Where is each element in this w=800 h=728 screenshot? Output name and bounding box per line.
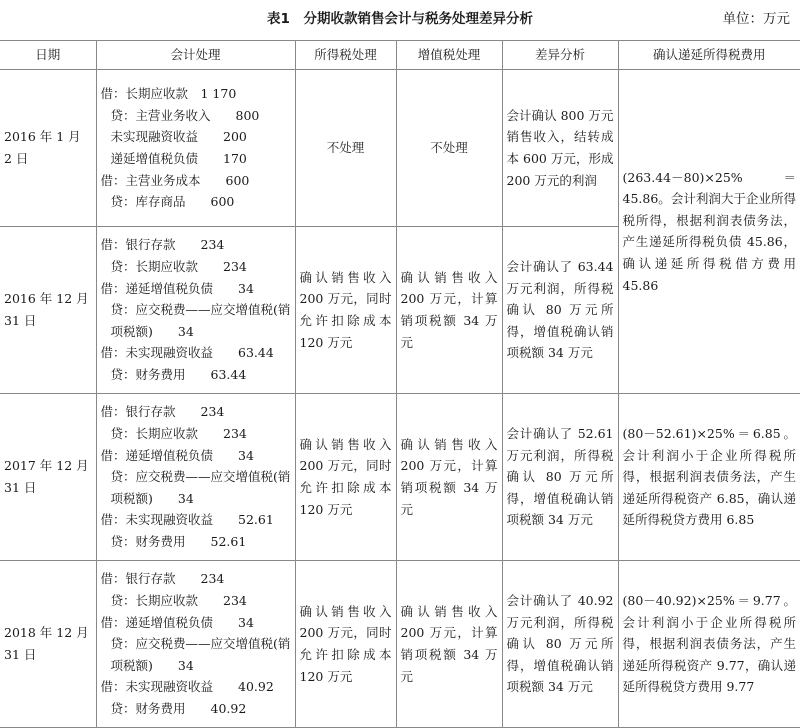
deferred-tax-cell: (80－40.92)×25%＝9.77。会计利润小于企业所得税所得，根据利润表债务法，产生递延所得税资产 9.77，确认递延所得税贷方费用 9.77 (618, 560, 800, 727)
header-accounting: 会计处理 (96, 41, 295, 70)
income-tax-cell: 不处理 (295, 70, 396, 227)
income-tax-cell: 确认销售收入 200 万元，同时允许扣除成本 120 万元 (295, 560, 396, 727)
journal-entry: 贷：财务费用 40.92 (110, 700, 247, 716)
difference-analysis-table (0, 40, 800, 728)
journal-entry: 借：银行存款 234 (100, 237, 225, 253)
journal-entry: 借：未实现融资收益 52.61 (100, 512, 274, 528)
vat-cell: 确认销售收入 200 万元，计算销项税额 34 万元 (396, 560, 502, 727)
journal-entry: 贷：长期应收款 234 (110, 258, 247, 274)
header-income-tax: 所得税处理 (295, 41, 396, 70)
journal-entry: 未实现融资收益 200 (110, 129, 247, 145)
journal-entry: 贷：应交税费——应交增值税(销项税额) 34 (110, 636, 291, 673)
journal-entry: 借：未实现融资收益 63.44 (100, 345, 274, 361)
income-tax-cell: 确认销售收入 200 万元，同时允许扣除成本 120 万元 (295, 393, 396, 560)
date-cell: 2016 年 12 月 31 日 (0, 226, 96, 393)
accounting-cell (96, 560, 295, 727)
accounting-cell (96, 393, 295, 560)
journal-entry: 贷：应交税费——应交增值税(销项税额) 34 (110, 302, 291, 339)
header-date: 日期 (0, 41, 96, 70)
unit-label: 单位：万元 (722, 11, 790, 27)
journal-entry: 递延增值税负债 170 (110, 150, 247, 166)
journal-entry: 贷：主营业务收入 800 (110, 107, 260, 123)
date-cell: 2017 年 12 月 31 日 (0, 393, 96, 560)
date-cell: 2018 年 12 月 31 日 (0, 560, 96, 727)
journal-entry: 贷：库存商品 600 (110, 194, 235, 210)
journal-entry: 借：递延增值税负债 34 (100, 614, 254, 630)
vat-cell: 确认销售收入 200 万元，计算销项税额 34 万元 (396, 226, 502, 393)
journal-entry: 借：主营业务成本 600 (100, 172, 250, 188)
table-row (0, 560, 800, 727)
journal-entry: 贷：财务费用 52.61 (110, 533, 247, 549)
table-title: 表1 分期收款销售会计与税务处理差异分析 (267, 11, 533, 27)
journal-entry: 贷：财务费用 63.44 (110, 366, 247, 382)
journal-entry: 借：长期应收款 1 170 (100, 86, 237, 102)
header-deferred-tax: 确认递延所得税费用 (618, 41, 800, 70)
difference-cell: 会计确认了 63.44 万元利润，所得税确认 80 万元所得，增值税确认销项税额 34 万元 (502, 226, 618, 393)
journal-entry: 借：银行存款 234 (100, 404, 225, 420)
header-vat: 增值税处理 (396, 41, 502, 70)
journal-entry: 贷：应交税费——应交增值税(销项税额) 34 (110, 469, 291, 506)
accounting-cell (96, 70, 295, 227)
vat-cell: 确认销售收入 200 万元，计算销项税额 34 万元 (396, 393, 502, 560)
income-tax-cell: 确认销售收入 200 万元，同时允许扣除成本 120 万元 (295, 226, 396, 393)
date-cell: 2016 年 1 月 2 日 (0, 70, 96, 227)
header-row (0, 41, 800, 70)
journal-entry: 借：未实现融资收益 40.92 (100, 679, 274, 695)
difference-cell: 会计确认了 40.92 万元利润，所得税确认 80 万元所得，增值税确认销项税额 34 万元 (502, 560, 618, 727)
journal-entry: 贷：长期应收款 234 (110, 425, 247, 441)
journal-entry: 借：递延增值税负债 34 (100, 280, 254, 296)
table-row (0, 70, 800, 227)
header-difference: 差异分析 (502, 41, 618, 70)
difference-cell: 会计确认 800 万元销售收入，结转成本 600 万元，形成 200 万元的利润 (502, 70, 618, 227)
vat-cell: 不处理 (396, 70, 502, 227)
deferred-tax-cell: (263.44－80)×25%＝45.86。会计利润大于企业所得税所得，根据利润表债务法，产生递延所得税负债 45.86，确认递延所得税借方费用 45.86 (618, 70, 800, 394)
accounting-cell (96, 226, 295, 393)
journal-entry: 借：银行存款 234 (100, 571, 225, 587)
journal-entry: 借：递延增值税负债 34 (100, 447, 254, 463)
difference-cell: 会计确认了 52.61 万元利润，所得税确认 80 万元所得，增值税确认销项税额 34 万元 (502, 393, 618, 560)
journal-entry: 贷：长期应收款 234 (110, 592, 247, 608)
deferred-tax-cell: (80－52.61)×25%＝6.85。会计利润小于企业所得税所得，根据利润表债务法，产生递延所得税资产 6.85，确认递延所得税贷方费用 6.85 (618, 393, 800, 560)
table-row (0, 393, 800, 560)
